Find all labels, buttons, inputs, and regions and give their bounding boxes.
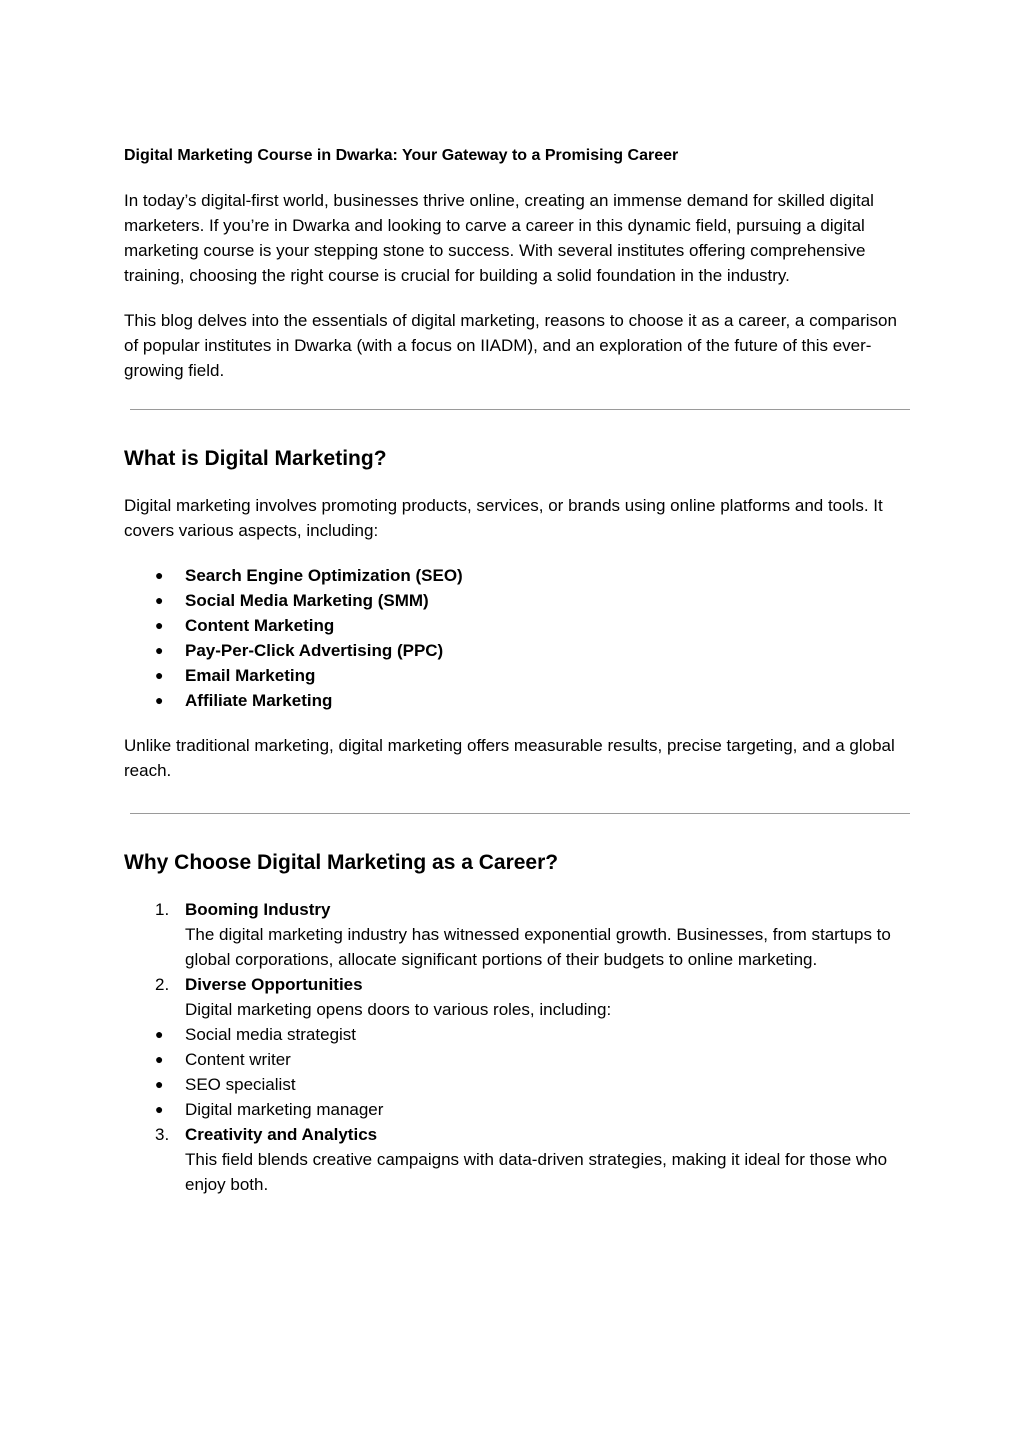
aspects-list: [124, 563, 906, 713]
reasons-list-continued: [124, 1122, 906, 1197]
item-number: 1.: [155, 900, 170, 919]
list-item: [124, 638, 906, 663]
horizontal-rule: [130, 409, 910, 410]
item-description: The digital marketing industry has witnessed exponential growth. Businesses, from startups to global corporations, allocate significant portions of their budgets to online marketing.: [185, 925, 891, 969]
bullet-icon: ●: [155, 1051, 164, 1067]
bullet-icon: ●: [155, 1026, 164, 1042]
list-item-label: Content Marketing: [185, 616, 335, 635]
item-title: Diverse Opportunities: [185, 975, 363, 994]
list-item-label: Social Media Marketing (SMM): [185, 591, 429, 610]
list-item: [124, 1022, 906, 1047]
bullet-icon: ●: [155, 592, 164, 608]
list-item: [124, 588, 906, 613]
list-item: [124, 1097, 906, 1122]
intro-paragraph-1: In today’s digital-first world, businesses thrive online, creating an immense demand for skilled digital marketers. If you’re in Dwarka and looking to carve a career in this dynamic field, pursuing a digital marketing course is your stepping stone to success. With several institutes offering comprehensive training, choosing the right course is crucial for building a solid foundation in the industry.: [124, 191, 874, 285]
bullet-icon: ●: [155, 567, 164, 583]
bullet-icon: ●: [155, 1076, 164, 1092]
reasons-list: [124, 897, 906, 1022]
item-number: 3.: [155, 1125, 170, 1144]
list-item-label: SEO specialist: [185, 1075, 296, 1094]
item-number: 2.: [155, 975, 170, 994]
item-title: Creativity and Analytics: [185, 1125, 378, 1144]
list-item: [124, 663, 906, 688]
bullet-icon: ●: [155, 1101, 164, 1117]
section1-closing-paragraph: Unlike traditional marketing, digital marketing offers measurable results, precise targeting, and a global reach.: [124, 736, 895, 780]
list-item-label: Search Engine Optimization (SEO): [185, 566, 463, 585]
list-item: [124, 1122, 906, 1197]
list-item-label: Social media strategist: [185, 1025, 357, 1044]
list-item-label: Content writer: [185, 1050, 291, 1069]
list-item-label: Email Marketing: [185, 666, 316, 685]
horizontal-rule: [130, 813, 910, 814]
roles-list: [124, 1022, 906, 1122]
bullet-icon: ●: [155, 692, 164, 708]
section1-paragraph: Digital marketing involves promoting products, services, or brands using online platforms and tools. It covers various aspects, including:: [124, 496, 883, 540]
item-description: Digital marketing opens doors to various roles, including:: [185, 1000, 612, 1019]
list-item-label: Pay-Per-Click Advertising (PPC): [185, 641, 444, 660]
list-item: [124, 1072, 906, 1097]
list-item: [124, 688, 906, 713]
intro-paragraph-2: This blog delves into the essentials of digital marketing, reasons to choose it as a career, a comparison of popular institutes in Dwarka (with a focus on IIADM), and an exploration of the future of this ever-growing field.: [124, 311, 897, 380]
list-item: [124, 563, 906, 588]
list-item: [124, 897, 906, 972]
list-item: [124, 613, 906, 638]
bullet-icon: ●: [155, 667, 164, 683]
item-title: Booming Industry: [185, 900, 331, 919]
section-heading-why-choose: Why Choose Digital Marketing as a Career?: [124, 851, 559, 874]
list-item-label: Digital marketing manager: [185, 1100, 384, 1119]
bullet-icon: ●: [155, 642, 164, 658]
item-description: This field blends creative campaigns with data-driven strategies, making it ideal for those who enjoy both.: [185, 1150, 888, 1194]
list-item: [124, 972, 906, 1022]
document-title: Digital Marketing Course in Dwarka: Your Gateway to a Promising Career: [124, 147, 679, 164]
list-item: [124, 1047, 906, 1072]
section-heading-what-is: What is Digital Marketing?: [124, 447, 387, 470]
bullet-icon: ●: [155, 617, 164, 633]
list-item-label: Affiliate Marketing: [185, 691, 333, 710]
